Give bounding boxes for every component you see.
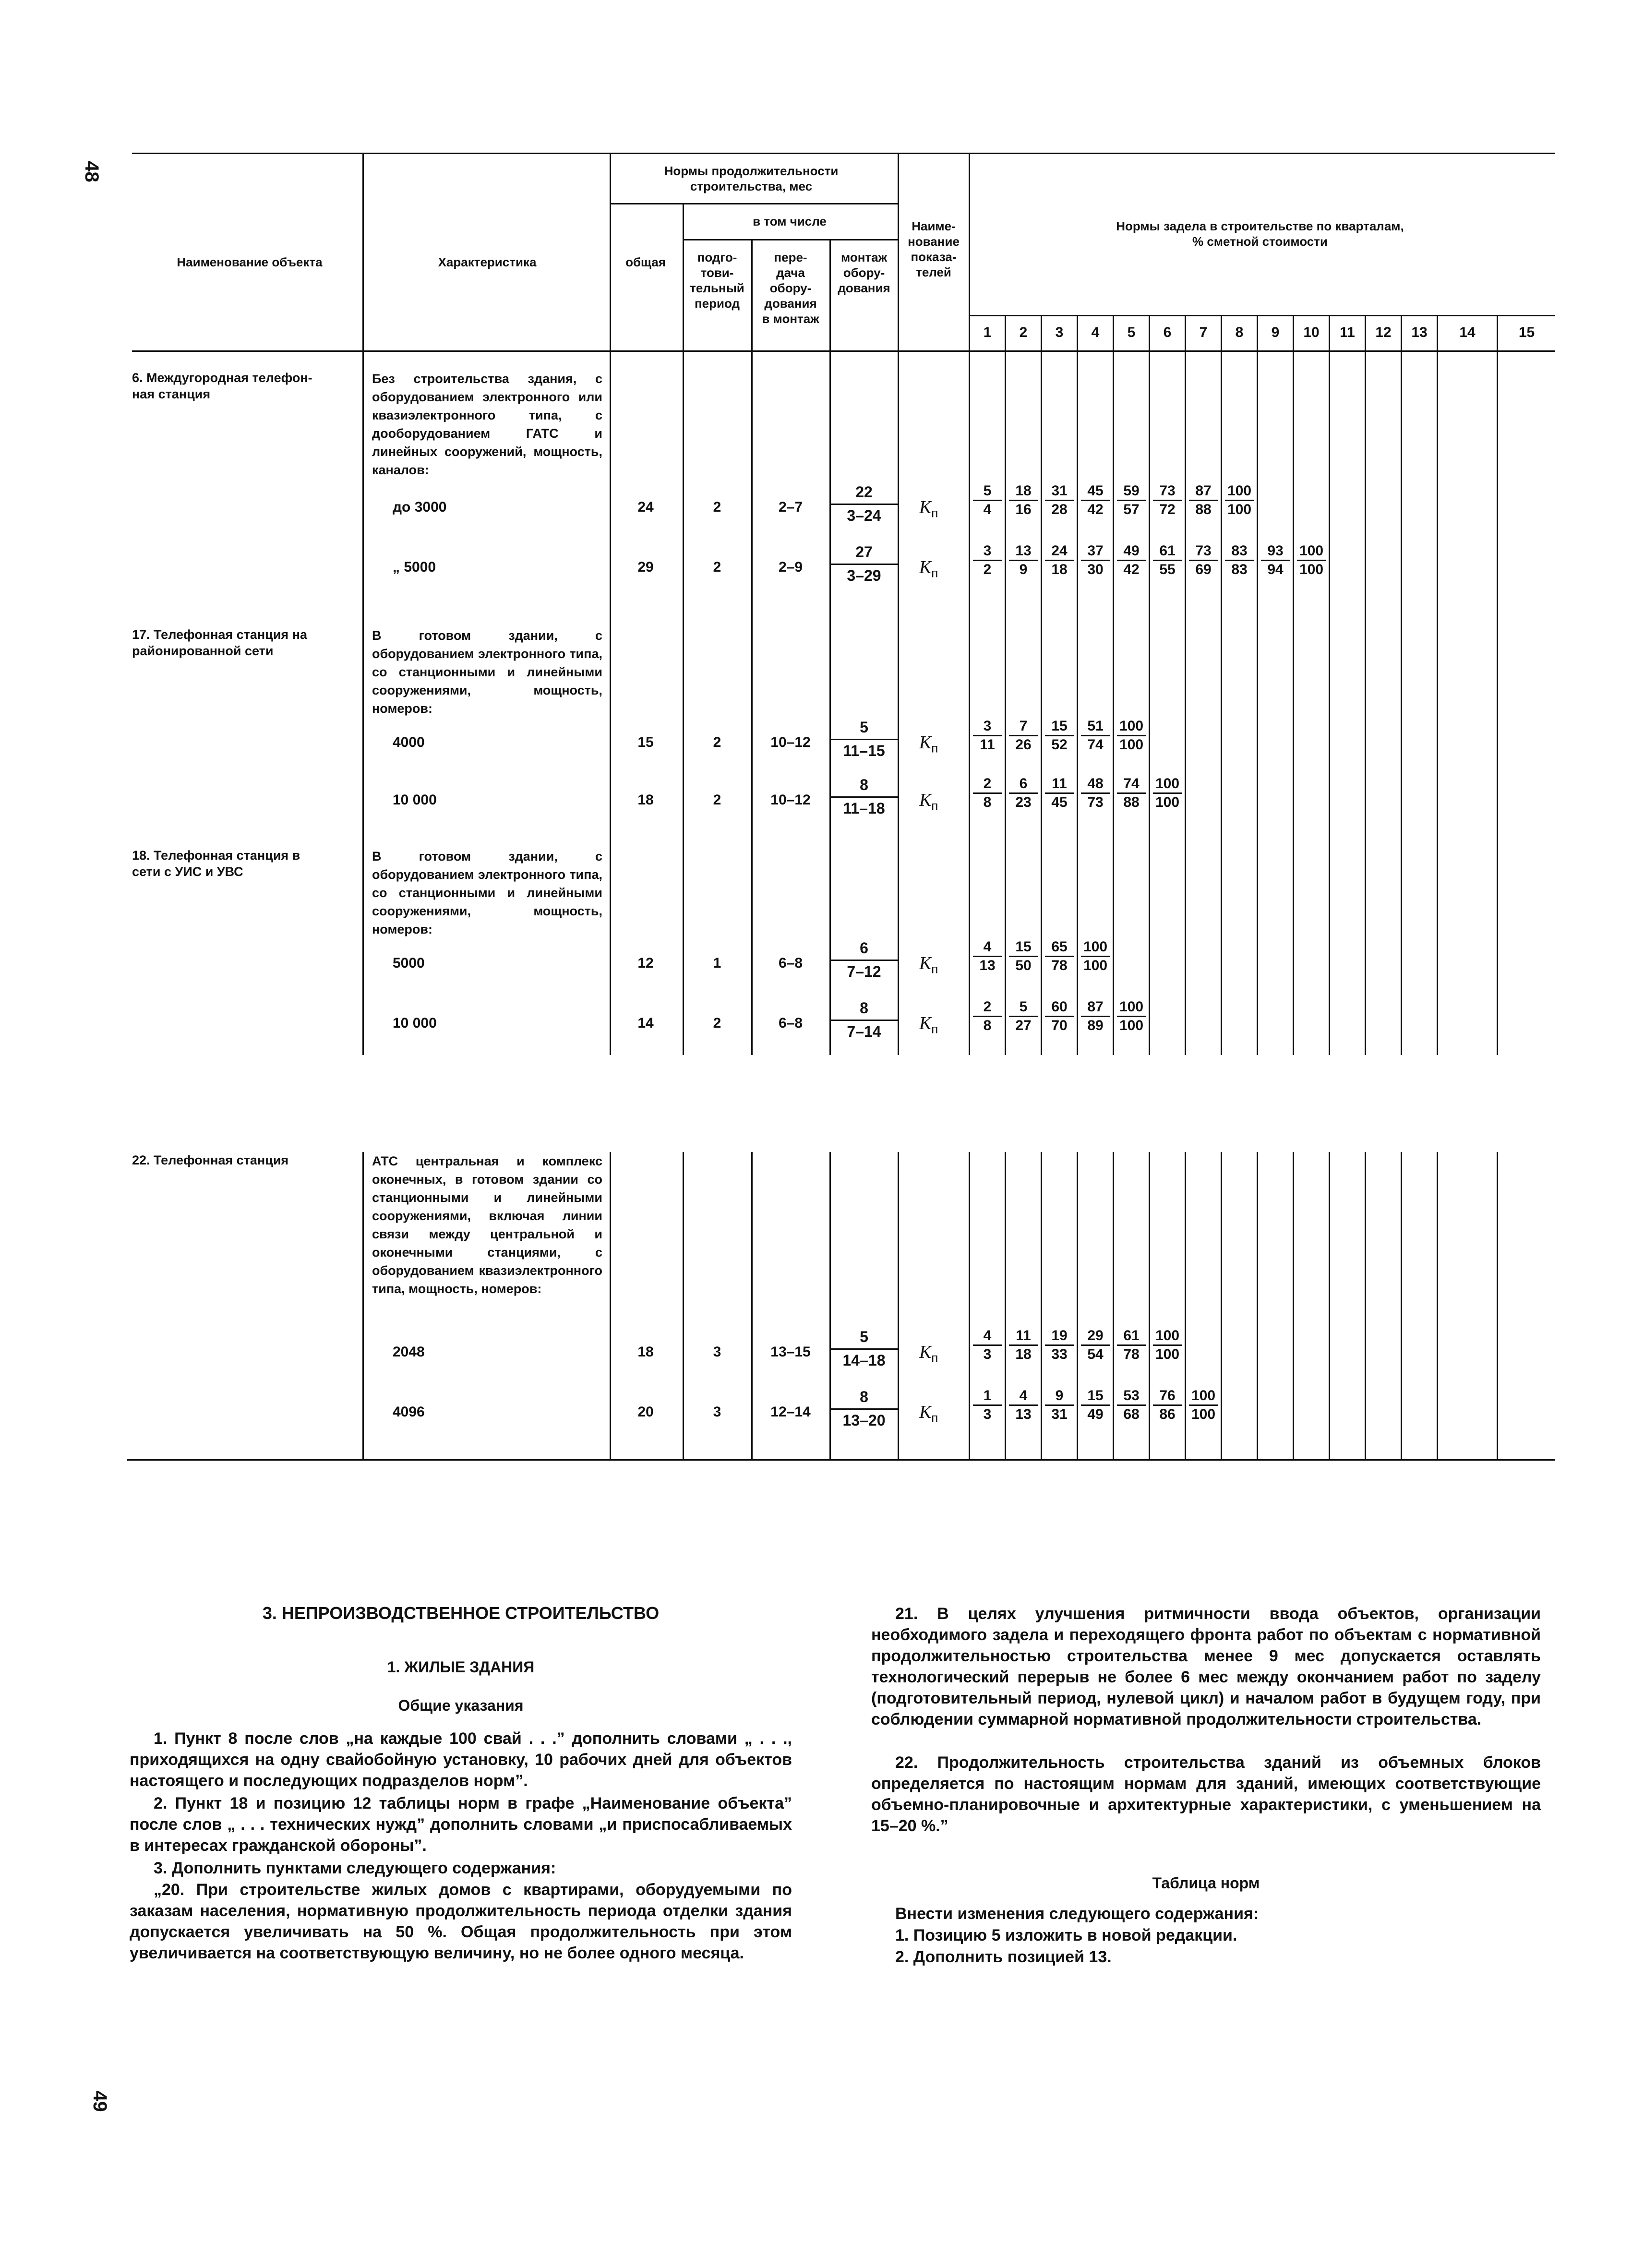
quarter-cell xyxy=(1081,998,1110,1034)
quarter-value-bottom: 18 xyxy=(1045,560,1074,578)
quarter-header: 3 xyxy=(1055,324,1064,340)
quarter-value-top: 2 xyxy=(983,999,992,1015)
quarter-cell xyxy=(1081,1327,1110,1363)
quarter-header: 6 xyxy=(1163,324,1172,340)
total-duration: 29 xyxy=(637,559,654,575)
install-period: $\frac{6}{7-12}$ xyxy=(830,938,898,982)
quarter-cell xyxy=(1297,542,1326,578)
quarter-cell xyxy=(973,998,1002,1034)
quarter-cell xyxy=(1117,998,1146,1034)
quarter-value-bottom: 74 xyxy=(1081,735,1110,754)
quarter-value-top: 13 xyxy=(1015,543,1032,559)
quarter-header: 7 xyxy=(1199,324,1208,340)
indicator-kp: $К_п$ xyxy=(919,790,938,813)
quarter-value-bottom: 100 xyxy=(1153,792,1182,811)
transfer-period: 6–8 xyxy=(778,1015,803,1031)
quarter-cell xyxy=(1117,482,1146,518)
quarter-cell xyxy=(973,482,1002,518)
quarter-value-top: 100 xyxy=(1227,483,1252,499)
quarter-header: 2 xyxy=(1019,324,1028,340)
quarter-header: 10 xyxy=(1303,324,1320,340)
page-number-bottom: 49 xyxy=(89,2090,110,2112)
quarter-value-top: 65 xyxy=(1051,939,1068,955)
prep-period: 3 xyxy=(713,1404,721,1420)
quarter-value-top: 29 xyxy=(1087,1328,1104,1344)
transfer-period: 2–7 xyxy=(778,499,803,515)
quarter-cell xyxy=(1081,542,1110,578)
quarter-value-top: 31 xyxy=(1051,483,1068,499)
quarter-value-top: 87 xyxy=(1195,483,1212,499)
quarter-value-top: 4 xyxy=(983,939,992,955)
quarter-value-top: 24 xyxy=(1051,543,1068,559)
norms-item-1: 1. Позицию 5 изложить в новой редакции. xyxy=(895,1926,1237,1944)
quarter-cell xyxy=(1009,775,1038,811)
quarter-value-top: 53 xyxy=(1123,1388,1140,1404)
subsection-title: 1. ЖИЛЫЕ ЗДАНИЯ xyxy=(387,1658,535,1676)
quarter-value-top: 59 xyxy=(1123,483,1140,499)
quarter-value-bottom: 88 xyxy=(1117,792,1146,811)
paragraph-20: „20. При строительстве жилых домов с квартирами, оборудуемыми по заказам населения, нормативную продолжительность периода отделки здания допускается увеличивать на 50 %. Общая продолжительность при этом увеличивается на соответствующую величину, но не более одного месяца. xyxy=(130,1881,792,1962)
quarter-cell xyxy=(1081,938,1110,974)
install-period: $\frac{8}{7-14}$ xyxy=(830,998,898,1042)
characteristic: Без строительства здания, с оборудованием электронного или квазиэлектронного типа, с дооборудованием ГАТС и линейных сооружений, мощность, каналов: xyxy=(372,372,602,477)
norms-table-title: Таблица норм xyxy=(1152,1874,1260,1892)
quarter-cell xyxy=(1081,718,1110,754)
quarter-cell xyxy=(973,718,1002,754)
quarter-cell xyxy=(1045,998,1074,1034)
quarter-value-bottom: 18 xyxy=(1009,1344,1038,1363)
quarter-value-bottom: 45 xyxy=(1045,792,1074,811)
quarter-value-bottom: 8 xyxy=(973,1016,1002,1034)
quarter-value-top: 51 xyxy=(1087,718,1104,734)
quarter-value-bottom: 78 xyxy=(1117,1344,1146,1363)
quarter-cell xyxy=(1153,775,1182,811)
quarter-cell xyxy=(973,542,1002,578)
quarter-value-bottom: 9 xyxy=(1009,560,1038,578)
install-period: $\frac{8}{11-18}$ xyxy=(830,775,898,819)
object-name: 17. Телефонная станция на районированной сети xyxy=(132,627,308,658)
quarter-value-top: 93 xyxy=(1267,543,1284,559)
prep-period: 2 xyxy=(713,499,721,515)
quarter-cell xyxy=(1225,542,1254,578)
paragraph-2: 2. Пункт 18 и позицию 12 таблицы норм в графе „Наименование объекта” после слов „ . . . технических нужд” дополнить словами „и приспосабливаемых в интересах гражданской обороны”. xyxy=(130,1794,792,1855)
quarter-value-bottom: 100 xyxy=(1189,1404,1218,1423)
transfer-period: 2–9 xyxy=(778,559,803,575)
quarter-value-top: 4 xyxy=(983,1328,992,1344)
object-name: 6. Междугородная телефон- ная станция xyxy=(132,371,312,401)
quarter-value-bottom: 11 xyxy=(973,735,1002,754)
quarter-cell xyxy=(1117,775,1146,811)
quarter-cell xyxy=(973,938,1002,974)
quarter-value-top: 4 xyxy=(1019,1388,1028,1404)
quarter-cell xyxy=(1189,482,1218,518)
quarter-cell xyxy=(973,775,1002,811)
quarter-value-bottom: 57 xyxy=(1117,500,1146,518)
install-period: $\frac{5}{14-18}$ xyxy=(830,1327,898,1371)
total-duration: 24 xyxy=(637,499,654,515)
capacity-label: 4000 xyxy=(393,734,425,750)
quarter-value-bottom: 16 xyxy=(1009,500,1038,518)
quarter-value-top: 2 xyxy=(983,776,992,792)
quarter-value-bottom: 42 xyxy=(1081,500,1110,518)
header-total: общая xyxy=(625,255,666,269)
quarter-cell xyxy=(1045,938,1074,974)
quarter-cell xyxy=(973,1387,1002,1423)
object-name: 22. Телефонная станция xyxy=(132,1153,289,1167)
capacity-label: „ 5000 xyxy=(393,559,436,575)
quarter-cell xyxy=(1153,482,1182,518)
quarter-value-top: 100 xyxy=(1299,543,1324,559)
install-period: $\frac{5}{11-15}$ xyxy=(830,718,898,761)
norms-table-intro: Внести изменения следующего содержания: xyxy=(895,1905,1259,1923)
quarter-value-bottom: 42 xyxy=(1117,560,1146,578)
section-title: 3. НЕПРОИЗВОДСТВЕННОЕ СТРОИТЕЛЬСТВО xyxy=(262,1603,660,1623)
quarter-value-bottom: 83 xyxy=(1225,560,1254,578)
quarter-value-top: 18 xyxy=(1015,483,1032,499)
quarter-header: 12 xyxy=(1375,324,1392,340)
quarter-header: 11 xyxy=(1340,324,1355,340)
quarter-value-bottom: 86 xyxy=(1153,1404,1182,1423)
prep-period: 3 xyxy=(713,1344,721,1360)
quarter-value-top: 73 xyxy=(1195,543,1212,559)
quarter-value-top: 3 xyxy=(983,543,992,559)
quarter-value-bottom: 28 xyxy=(1045,500,1074,518)
quarter-value-bottom: 13 xyxy=(973,956,1002,974)
quarter-value-top: 100 xyxy=(1119,999,1144,1015)
quarter-value-top: 1 xyxy=(983,1388,992,1404)
quarter-cell xyxy=(1045,1387,1074,1423)
quarter-cell xyxy=(1045,1327,1074,1363)
quarter-value-bottom: 31 xyxy=(1045,1404,1074,1423)
paragraph-21: 21. В целях улучшения ритмичности ввода объектов, организации необходимого задела и переходящего фронта работ по объектам с нормативной продолжительностью строительства менее 9 мес допускается оставлять технологический перерыв не более 6 мес между окончанием работ по заделу (подготовительный период, нулевой цикл) и началом работ в будущем году, при соблюдении суммарной нормативной продолжительности строительства. xyxy=(871,1605,1541,1728)
quarter-cell xyxy=(1081,482,1110,518)
prep-period: 2 xyxy=(713,1015,721,1031)
quarter-value-bottom: 23 xyxy=(1009,792,1038,811)
prep-period: 2 xyxy=(713,792,721,808)
prep-period: 1 xyxy=(713,955,721,971)
quarter-cell xyxy=(1117,718,1146,754)
capacity-label: 10 000 xyxy=(393,792,437,808)
quarter-cell xyxy=(1009,482,1038,518)
quarter-value-bottom: 13 xyxy=(1009,1404,1038,1423)
quarter-value-bottom: 54 xyxy=(1081,1344,1110,1363)
quarter-cell xyxy=(1009,998,1038,1034)
prep-period: 2 xyxy=(713,734,721,750)
quarter-cell xyxy=(1045,775,1074,811)
capacity-label: 10 000 xyxy=(393,1015,437,1031)
quarter-value-top: 100 xyxy=(1191,1388,1216,1404)
quarter-value-top: 3 xyxy=(983,718,992,734)
transfer-period: 10–12 xyxy=(770,792,811,808)
quarter-header: 1 xyxy=(983,324,992,340)
quarter-value-top: 37 xyxy=(1087,543,1104,559)
quarter-value-bottom: 55 xyxy=(1153,560,1182,578)
quarter-value-bottom: 73 xyxy=(1081,792,1110,811)
indicator-kp: $К_п$ xyxy=(919,557,938,580)
quarter-value-top: 76 xyxy=(1159,1388,1176,1404)
paragraph-22: 22. Продолжительность строительства зданий из объемных блоков определяется по настоящим нормам для зданий, имеющих соответствующие объемно-планировочные и архитектурные характеристики, с уменьшением на 15–20 %.” xyxy=(871,1753,1541,1835)
quarter-cell xyxy=(1009,1327,1038,1363)
quarter-cell xyxy=(1153,1387,1182,1423)
quarter-value-top: 87 xyxy=(1087,999,1104,1015)
quarter-value-top: 60 xyxy=(1051,999,1068,1015)
paragraph-1: 1. Пункт 8 после слов „на каждые 100 свай . . .” дополнить словами „ . . ., приходящихся на одну свайобойную установку, 10 рабочих дней для объектов настоящего и последующих подразделов норм”. xyxy=(130,1729,792,1790)
capacity-label: 5000 xyxy=(393,955,425,971)
quarter-value-top: 100 xyxy=(1083,939,1108,955)
quarter-cell xyxy=(1261,542,1290,578)
quarter-value-bottom: 30 xyxy=(1081,560,1110,578)
quarter-header: 4 xyxy=(1091,324,1100,340)
header-transfer: пере- дача обору- дования в монтаж xyxy=(762,250,819,326)
quarter-value-top: 45 xyxy=(1087,483,1104,499)
quarter-value-top: 61 xyxy=(1123,1328,1140,1344)
quarter-cell xyxy=(1045,542,1074,578)
total-duration: 18 xyxy=(637,1344,654,1360)
quarter-value-bottom: 69 xyxy=(1189,560,1218,578)
quarter-value-bottom: 26 xyxy=(1009,735,1038,754)
quarter-value-bottom: 52 xyxy=(1045,735,1074,754)
quarter-value-top: 19 xyxy=(1051,1328,1068,1344)
indicator-kp: $К_п$ xyxy=(919,953,938,976)
install-period: $\frac{27}{3-29}$ xyxy=(830,542,898,586)
quarter-value-top: 6 xyxy=(1019,776,1028,792)
quarter-cell xyxy=(1081,775,1110,811)
quarter-value-bottom: 8 xyxy=(973,792,1002,811)
quarter-value-bottom: 100 xyxy=(1153,1344,1182,1363)
quarter-header: 9 xyxy=(1271,324,1280,340)
indicator-kp: $К_п$ xyxy=(919,1402,938,1425)
quarter-value-top: 48 xyxy=(1087,776,1104,792)
header-prep: подго- тови- тельный период xyxy=(690,250,744,311)
quarter-header: 14 xyxy=(1459,324,1476,340)
total-duration: 14 xyxy=(637,1015,654,1031)
quarter-value-bottom: 100 xyxy=(1117,1016,1146,1034)
quarter-value-bottom: 72 xyxy=(1153,500,1182,518)
header-install: монтаж обору- дования xyxy=(838,250,890,295)
header-backlog-norms: Нормы задела в строительстве по кварталам, % сметной стоимости xyxy=(1116,219,1404,249)
quarter-cell xyxy=(1153,1327,1182,1363)
characteristic: В готовом здании, с оборудованием электронного типа, со станционными и линейными сооружениями, мощность, номеров: xyxy=(372,849,602,936)
quarter-value-top: 15 xyxy=(1051,718,1068,734)
header-object-name: Наименование объекта xyxy=(177,255,323,269)
quarter-value-top: 73 xyxy=(1159,483,1176,499)
quarter-value-bottom: 100 xyxy=(1117,735,1146,754)
quarter-cell xyxy=(1081,1387,1110,1423)
transfer-period: 13–15 xyxy=(770,1344,811,1360)
quarter-value-bottom: 78 xyxy=(1045,956,1074,974)
quarter-value-top: 61 xyxy=(1159,543,1176,559)
quarter-cell xyxy=(1117,542,1146,578)
transfer-period: 6–8 xyxy=(778,955,803,971)
quarter-value-top: 100 xyxy=(1155,1328,1180,1344)
quarter-value-bottom: 89 xyxy=(1081,1016,1110,1034)
object-name: 18. Телефонная станция в сети с УИС и УВС xyxy=(132,848,300,879)
total-duration: 20 xyxy=(637,1404,654,1420)
capacity-label: 2048 xyxy=(393,1344,425,1360)
header-including: в том числе xyxy=(753,214,827,228)
quarter-value-bottom: 70 xyxy=(1045,1016,1074,1034)
quarter-value-bottom: 100 xyxy=(1081,956,1110,974)
header-characteristic: Характеристика xyxy=(438,255,537,269)
quarter-cell xyxy=(1117,1327,1146,1363)
quarter-value-top: 100 xyxy=(1155,776,1180,792)
quarter-value-top: 15 xyxy=(1087,1388,1104,1404)
quarter-value-top: 5 xyxy=(1019,999,1028,1015)
quarter-cell xyxy=(1117,1387,1146,1423)
quarter-value-top: 5 xyxy=(983,483,992,499)
quarter-header: 8 xyxy=(1235,324,1244,340)
quarter-value-bottom: 33 xyxy=(1045,1344,1074,1363)
indicator-kp: $К_п$ xyxy=(919,1342,938,1365)
quarter-value-top: 100 xyxy=(1119,718,1144,734)
install-period: $\frac{22}{3-24}$ xyxy=(830,482,898,526)
prep-period: 2 xyxy=(713,559,721,575)
indicator-kp: $К_п$ xyxy=(919,497,938,520)
transfer-period: 12–14 xyxy=(770,1404,811,1420)
quarter-value-top: 11 xyxy=(1016,1328,1031,1344)
indicator-kp: $К_п$ xyxy=(919,732,938,756)
quarter-value-top: 15 xyxy=(1015,939,1032,955)
total-duration: 15 xyxy=(637,734,654,750)
quarter-cell xyxy=(1045,718,1074,754)
quarter-value-bottom: 3 xyxy=(973,1404,1002,1423)
norms-item-2: 2. Дополнить позицией 13. xyxy=(895,1948,1112,1966)
total-duration: 12 xyxy=(637,955,654,971)
quarter-cell xyxy=(1045,482,1074,518)
capacity-label: 4096 xyxy=(393,1404,425,1420)
quarter-cell xyxy=(973,1327,1002,1363)
quarter-value-top: 49 xyxy=(1123,543,1140,559)
characteristic: АТС центральная и комплекс оконечных, в готовом здании со станционными и линейными сооружениями, включая линии связи между центральной и оконечными станциями, с оборудованием квазиэлектронного типа, мощность, номеров: xyxy=(372,1154,602,1296)
quarter-value-bottom: 27 xyxy=(1009,1016,1038,1034)
total-duration: 18 xyxy=(637,792,654,808)
page-number-top: 48 xyxy=(81,161,102,182)
quarter-cell xyxy=(1189,1387,1218,1423)
quarter-value-bottom: 68 xyxy=(1117,1404,1146,1423)
transfer-period: 10–12 xyxy=(770,734,811,750)
general-instructions-title: Общие указания xyxy=(398,1697,524,1714)
header-indicator-name: Наиме- нование показа- телей xyxy=(908,219,960,279)
quarter-cell xyxy=(1189,542,1218,578)
quarter-value-bottom: 49 xyxy=(1081,1404,1110,1423)
quarter-header: 13 xyxy=(1411,324,1428,340)
characteristic: В готовом здании, с оборудованием электронного типа, со станционными и линейными сооружениями, мощность, номеров: xyxy=(372,628,602,716)
install-period: $\frac{8}{13-20}$ xyxy=(830,1387,898,1431)
quarter-value-bottom: 50 xyxy=(1009,956,1038,974)
header-duration-norms: Нормы продолжительности строительства, мес xyxy=(664,164,839,193)
quarter-value-bottom: 3 xyxy=(973,1344,1002,1363)
quarter-cell xyxy=(1225,482,1254,518)
quarter-value-bottom: 100 xyxy=(1225,500,1254,518)
quarter-header: 5 xyxy=(1127,324,1136,340)
quarter-cell xyxy=(1009,938,1038,974)
quarter-cell xyxy=(1009,542,1038,578)
quarter-value-top: 7 xyxy=(1019,718,1028,734)
quarter-value-top: 83 xyxy=(1231,543,1248,559)
quarter-cell xyxy=(1009,718,1038,754)
quarter-cell xyxy=(1009,1387,1038,1423)
quarter-cell xyxy=(1153,542,1182,578)
quarter-value-bottom: 100 xyxy=(1297,560,1326,578)
capacity-label: до 3000 xyxy=(393,499,447,515)
quarter-value-top: 74 xyxy=(1123,776,1140,792)
quarter-value-bottom: 4 xyxy=(973,500,1002,518)
quarter-value-bottom: 94 xyxy=(1261,560,1290,578)
paragraph-3: 3. Дополнить пунктами следующего содержания: xyxy=(154,1859,556,1877)
quarter-value-bottom: 88 xyxy=(1189,500,1218,518)
indicator-kp: $К_п$ xyxy=(919,1013,938,1036)
quarter-value-top: 9 xyxy=(1055,1388,1064,1404)
quarter-value-bottom: 2 xyxy=(973,560,1002,578)
quarter-value-top: 11 xyxy=(1052,776,1067,792)
quarter-header: 15 xyxy=(1518,324,1535,340)
